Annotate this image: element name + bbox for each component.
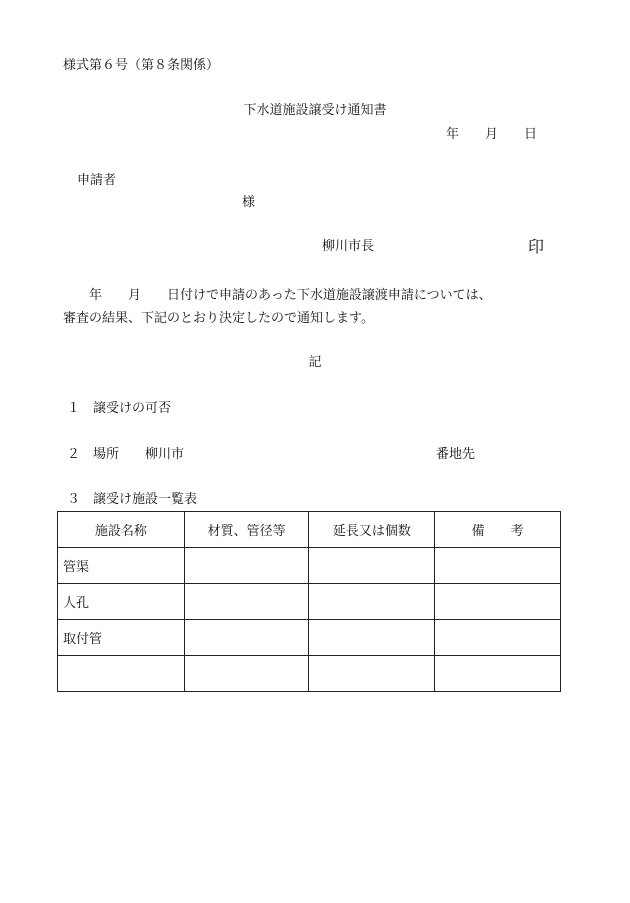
table-cell	[435, 584, 561, 620]
header-length-count: 延長又は個数	[309, 512, 435, 548]
seal-mark: 印	[528, 237, 545, 256]
item-2-address-suffix: 番地先	[436, 447, 476, 462]
table-cell	[309, 620, 435, 656]
table-cell	[309, 548, 435, 584]
issue-date: 年 月 日	[446, 127, 538, 142]
table-cell	[309, 584, 435, 620]
header-facility-name: 施設名称	[58, 512, 185, 548]
table-cell	[184, 656, 309, 692]
table-cell	[435, 620, 561, 656]
table-cell	[435, 656, 561, 692]
item-1-approval: １ 譲受けの可否	[67, 401, 172, 416]
ki-heading: 記	[308, 355, 322, 370]
issuer-name: 柳川市長	[322, 239, 375, 254]
table-row	[58, 620, 561, 656]
applicant-label: 申請者	[77, 173, 117, 188]
table-cell	[184, 620, 309, 656]
table-cell: 管渠	[58, 548, 185, 584]
table-cell: 取付管	[58, 620, 185, 656]
header-material-diameter: 材質、管径等	[184, 512, 309, 548]
body-text-line-2: 審査の結果、下記のとおり決定したので通知します。	[63, 311, 374, 326]
form-number: 様式第６号（第８条関係）	[63, 58, 220, 73]
table-header-row	[58, 512, 561, 548]
table-cell	[309, 656, 435, 692]
table-row	[58, 584, 561, 620]
table-cell	[435, 548, 561, 584]
table-row	[58, 548, 561, 584]
facility-table	[57, 511, 561, 692]
table-cell	[184, 548, 309, 584]
table-cell: 人孔	[58, 584, 185, 620]
honorific: 様	[242, 195, 256, 210]
table-cell	[58, 656, 185, 692]
item-3-facility-list: ３ 譲受け施設一覧表	[67, 492, 198, 507]
item-2-location: ２ 場所 柳川市	[67, 447, 185, 462]
document-title: 下水道施設譲受け通知書	[243, 103, 387, 118]
header-remarks: 備 考	[435, 512, 561, 548]
table-row	[58, 656, 561, 692]
body-text-line-1: 年 月 日付けで申請のあった下水道施設譲渡申請については、	[63, 288, 492, 303]
table-cell	[184, 584, 309, 620]
